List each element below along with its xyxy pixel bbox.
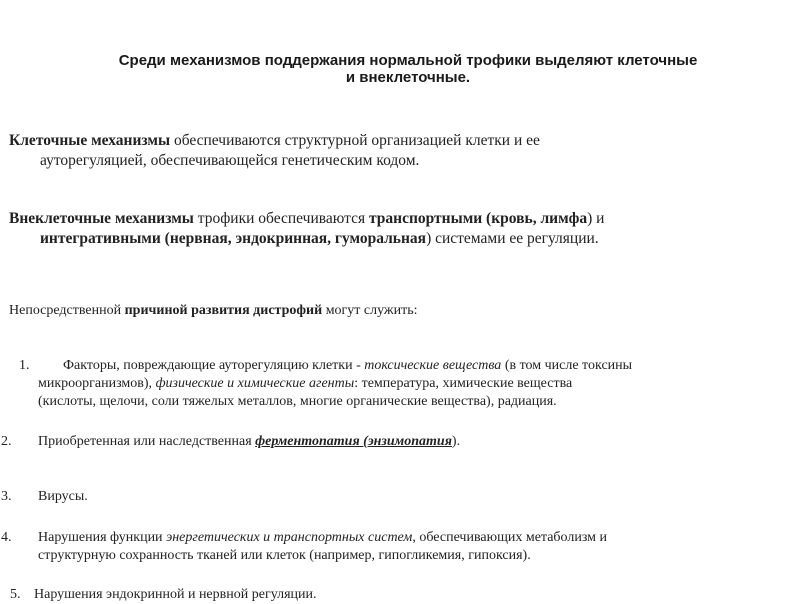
list-item-text: Вирусы. — [38, 489, 88, 504]
extracellular-text-2: ) и — [587, 210, 605, 227]
list-item-text: микроорганизмов), — [38, 376, 156, 391]
list-item-number: 3. — [1, 489, 12, 504]
list-item — [10, 586, 780, 604]
cellular-text-1: обеспечиваются структурной организацией клетки и ее — [170, 132, 540, 149]
list-item-number: 2. — [1, 434, 12, 449]
heading-line-1: Среди механизмов поддержания нормальной трофики выделяют клеточные — [118, 52, 698, 69]
slide-heading — [0, 52, 800, 86]
list-item-text: Нарушения функции — [38, 530, 167, 545]
heading-line-2: и внеклеточные. — [345, 69, 471, 86]
list-item-text: ). — [451, 434, 461, 449]
list-item — [1, 488, 771, 506]
cellular-mechanisms-paragraph — [9, 131, 784, 171]
extracellular-mechanisms-paragraph — [9, 209, 784, 249]
list-item-number: 4. — [1, 530, 12, 545]
causes-text-1: Непосредственной — [9, 303, 125, 318]
list-item-text: структурную сохранность тканей или клеток (например, гипогликемия, гипоксия). — [38, 548, 531, 563]
list-item-text: Нарушения эндокринной и нервной регуляции. — [34, 587, 317, 602]
extracellular-term: Внеклеточные механизмы — [9, 210, 194, 227]
list-item-text: (кислоты, щелочи, соли тяжелых металлов, многие органические вещества), радиация. — [38, 394, 557, 409]
integrative-systems-term: интегративными (нервная, эндокринная, гуморальная — [40, 230, 427, 247]
causes-term: причиной развития дистрофий — [124, 303, 323, 318]
list-item-text: , обеспечивающих метаболизм и — [412, 530, 608, 545]
list-item — [1, 433, 771, 451]
list-item-text: : температура, химические вещества — [354, 376, 573, 391]
transport-systems-term: транспортными (кровь, лимфа — [368, 210, 588, 227]
extracellular-text-1: трофики обеспечиваются — [193, 210, 369, 227]
causes-text-2: могут служить: — [322, 303, 418, 318]
list-item-text: (в том числе токсины — [501, 358, 633, 373]
list-item-text: Факторы, повреждающие ауторегуляцию клетки - — [63, 358, 365, 373]
list-item-italic: физические и химические агенты — [155, 376, 355, 391]
cellular-term: Клеточные механизмы — [9, 132, 171, 149]
enzymopathy-term: ферментопатия (энзимопатия — [255, 434, 452, 449]
list-item-number: 5. — [10, 587, 21, 602]
causes-intro — [9, 301, 417, 321]
list-item-number: 1. — [19, 358, 30, 373]
list-item — [1, 529, 771, 565]
list-item-italic: токсические вещества — [364, 358, 502, 373]
extracellular-text-3: ) системами ее регуляции. — [426, 230, 599, 247]
list-item-italic: энергетических и транспортных систем — [166, 530, 413, 545]
list-item-text: Приобретенная или наследственная — [38, 434, 256, 449]
cellular-text-2: ауторегуляцией, обеспечивающейся генетическим кодом. — [40, 152, 420, 169]
list-item — [16, 357, 786, 411]
